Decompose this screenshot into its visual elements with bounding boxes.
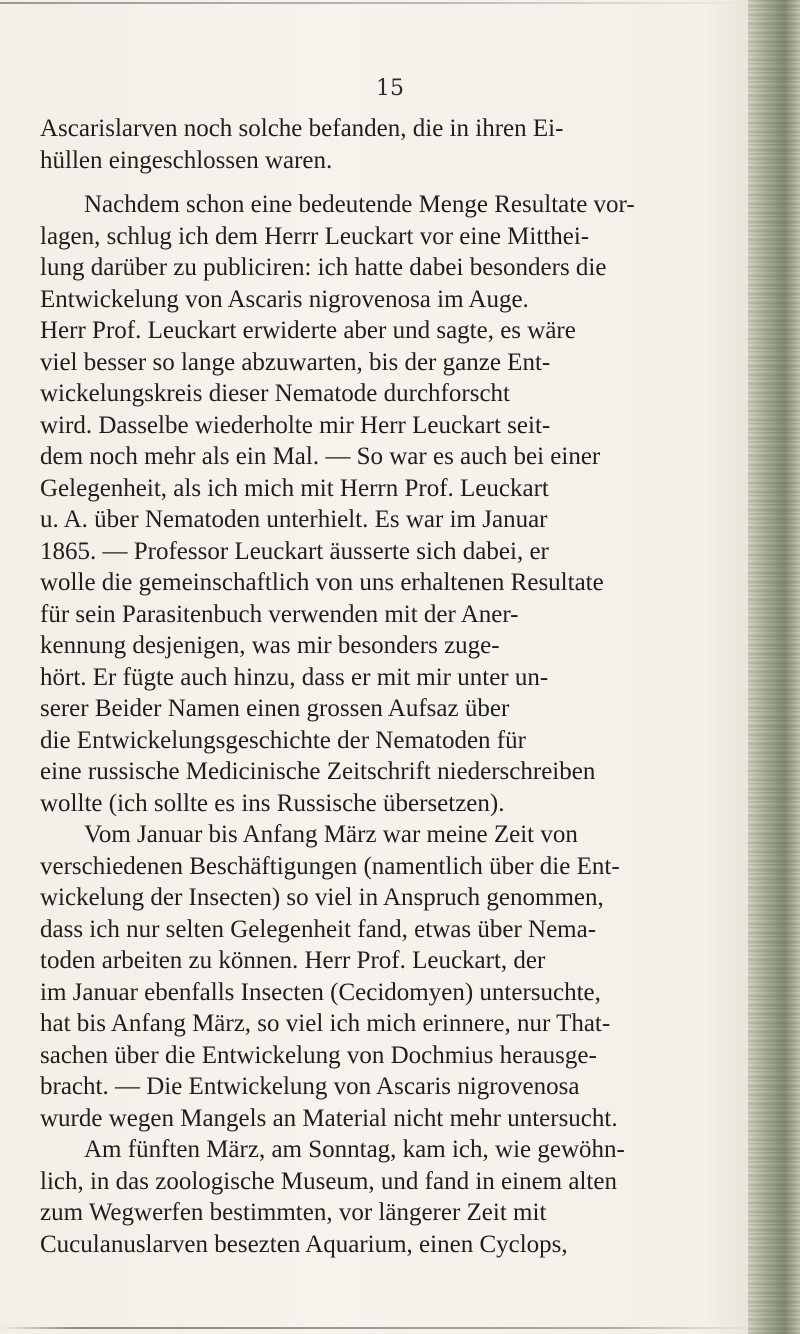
text-line: bracht. — Die Entwickelung von Ascaris nigrovenosa (40, 1073, 580, 1100)
text-line: Gelegenheit, als ich mich mit Herrn Prof. Leuckart (40, 474, 549, 502)
bottom-edge-line (0, 1327, 760, 1329)
text-line: Herr Prof. Leuckart erwiderte aber und sagte, es wäre (40, 317, 576, 344)
text-line: hört. Er fügte auch hinzu, dass er mit mir unter un- (40, 663, 549, 691)
body-text (40, 113, 750, 1260)
text-line: die Entwickelungsgeschichte der Nematoden für (40, 726, 526, 754)
text-line: Cuculanuslarven besezten Aquarium, einen Cyclops, (40, 1230, 568, 1258)
text-line: für sein Parasitenbuch verwenden mit der Aner- (40, 600, 519, 628)
text-line: Ascarislarven noch solche befanden, die in ihren Ei- (40, 115, 564, 142)
text-line: sachen über die Entwickelung von Dochmius herausge- (40, 1041, 597, 1069)
text-line: im Januar ebenfalls Insecten (Cecidomyen) untersuchte, (40, 978, 601, 1006)
text-line: wickelung der Insecten) so viel in Anspruch genommen, (40, 884, 604, 911)
text-line: Nachdem schon eine bedeutende Menge Resultate vor- (84, 191, 635, 218)
text-line: zum Wegwerfen bestimmten, vor längerer Zeit mit (40, 1199, 547, 1226)
page-number: 15 (376, 76, 404, 101)
text-line: u. A. über Nematoden unterhielt. Es war im Januar (40, 506, 548, 533)
text-line: lung darüber zu publiciren: ich hatte dabei besonders die (40, 254, 607, 281)
text-line: verschiedenen Beschäftigungen (namentlich über die Ent- (40, 852, 620, 880)
paragraph-gap (40, 176, 750, 189)
text-line: eine russische Medicinische Zeitschrift niederschreiben (40, 758, 596, 785)
text-line: toden arbeiten zu können. Herr Prof. Leuckart, der (40, 947, 546, 974)
text-line: Vom Januar bis Anfang März war meine Zeit von (84, 821, 578, 848)
text-line: wurde wegen Mangels an Material nicht mehr untersucht. (40, 1104, 618, 1132)
text-line: kennung desjenigen, was mir besonders zuge- (40, 632, 500, 659)
text-line: viel besser so lange abzuwarten, bis der ganze Ent- (40, 348, 551, 376)
text-line: Am fünften März, am Sonntag, kam ich, wie gewöhn- (84, 1136, 625, 1163)
text-line: serer Beider Namen einen grossen Aufsaz über (40, 695, 510, 722)
text-line: hat bis Anfang März, so viel ich mich erinnere, nur That- (40, 1010, 611, 1037)
page-binding-edge (748, 0, 800, 1334)
text-line: lagen, schlug ich dem Herrr Leuckart vor eine Mitthei- (40, 222, 590, 250)
text-line: Entwickelung von Ascaris nigrovenosa im Auge. (40, 285, 529, 313)
text-line: 1865. — Professor Leuckart äusserte sich dabei, er (40, 537, 549, 565)
text-line: wolle die gemeinschaftlich von uns erhaltenen Resultate (40, 569, 604, 596)
text-line: lich, in das zoologische Museum, und fand in einem alten (40, 1167, 617, 1195)
text-line: wickelungskreis dieser Nematode durchforscht (40, 380, 510, 407)
text-line: wollte (ich sollte es ins Russische übersetzen). (40, 789, 505, 817)
text-line: dem noch mehr als ein Mal. — So war es auch bei einer (40, 443, 601, 470)
text-line: wird. Dasselbe wiederholte mir Herr Leuckart seit- (40, 411, 551, 439)
text-line: hüllen eingeschlossen waren. (40, 146, 333, 174)
top-edge-line (0, 2, 760, 4)
text-line: dass ich nur selten Gelegenheit fand, etwas über Nema- (40, 915, 597, 943)
